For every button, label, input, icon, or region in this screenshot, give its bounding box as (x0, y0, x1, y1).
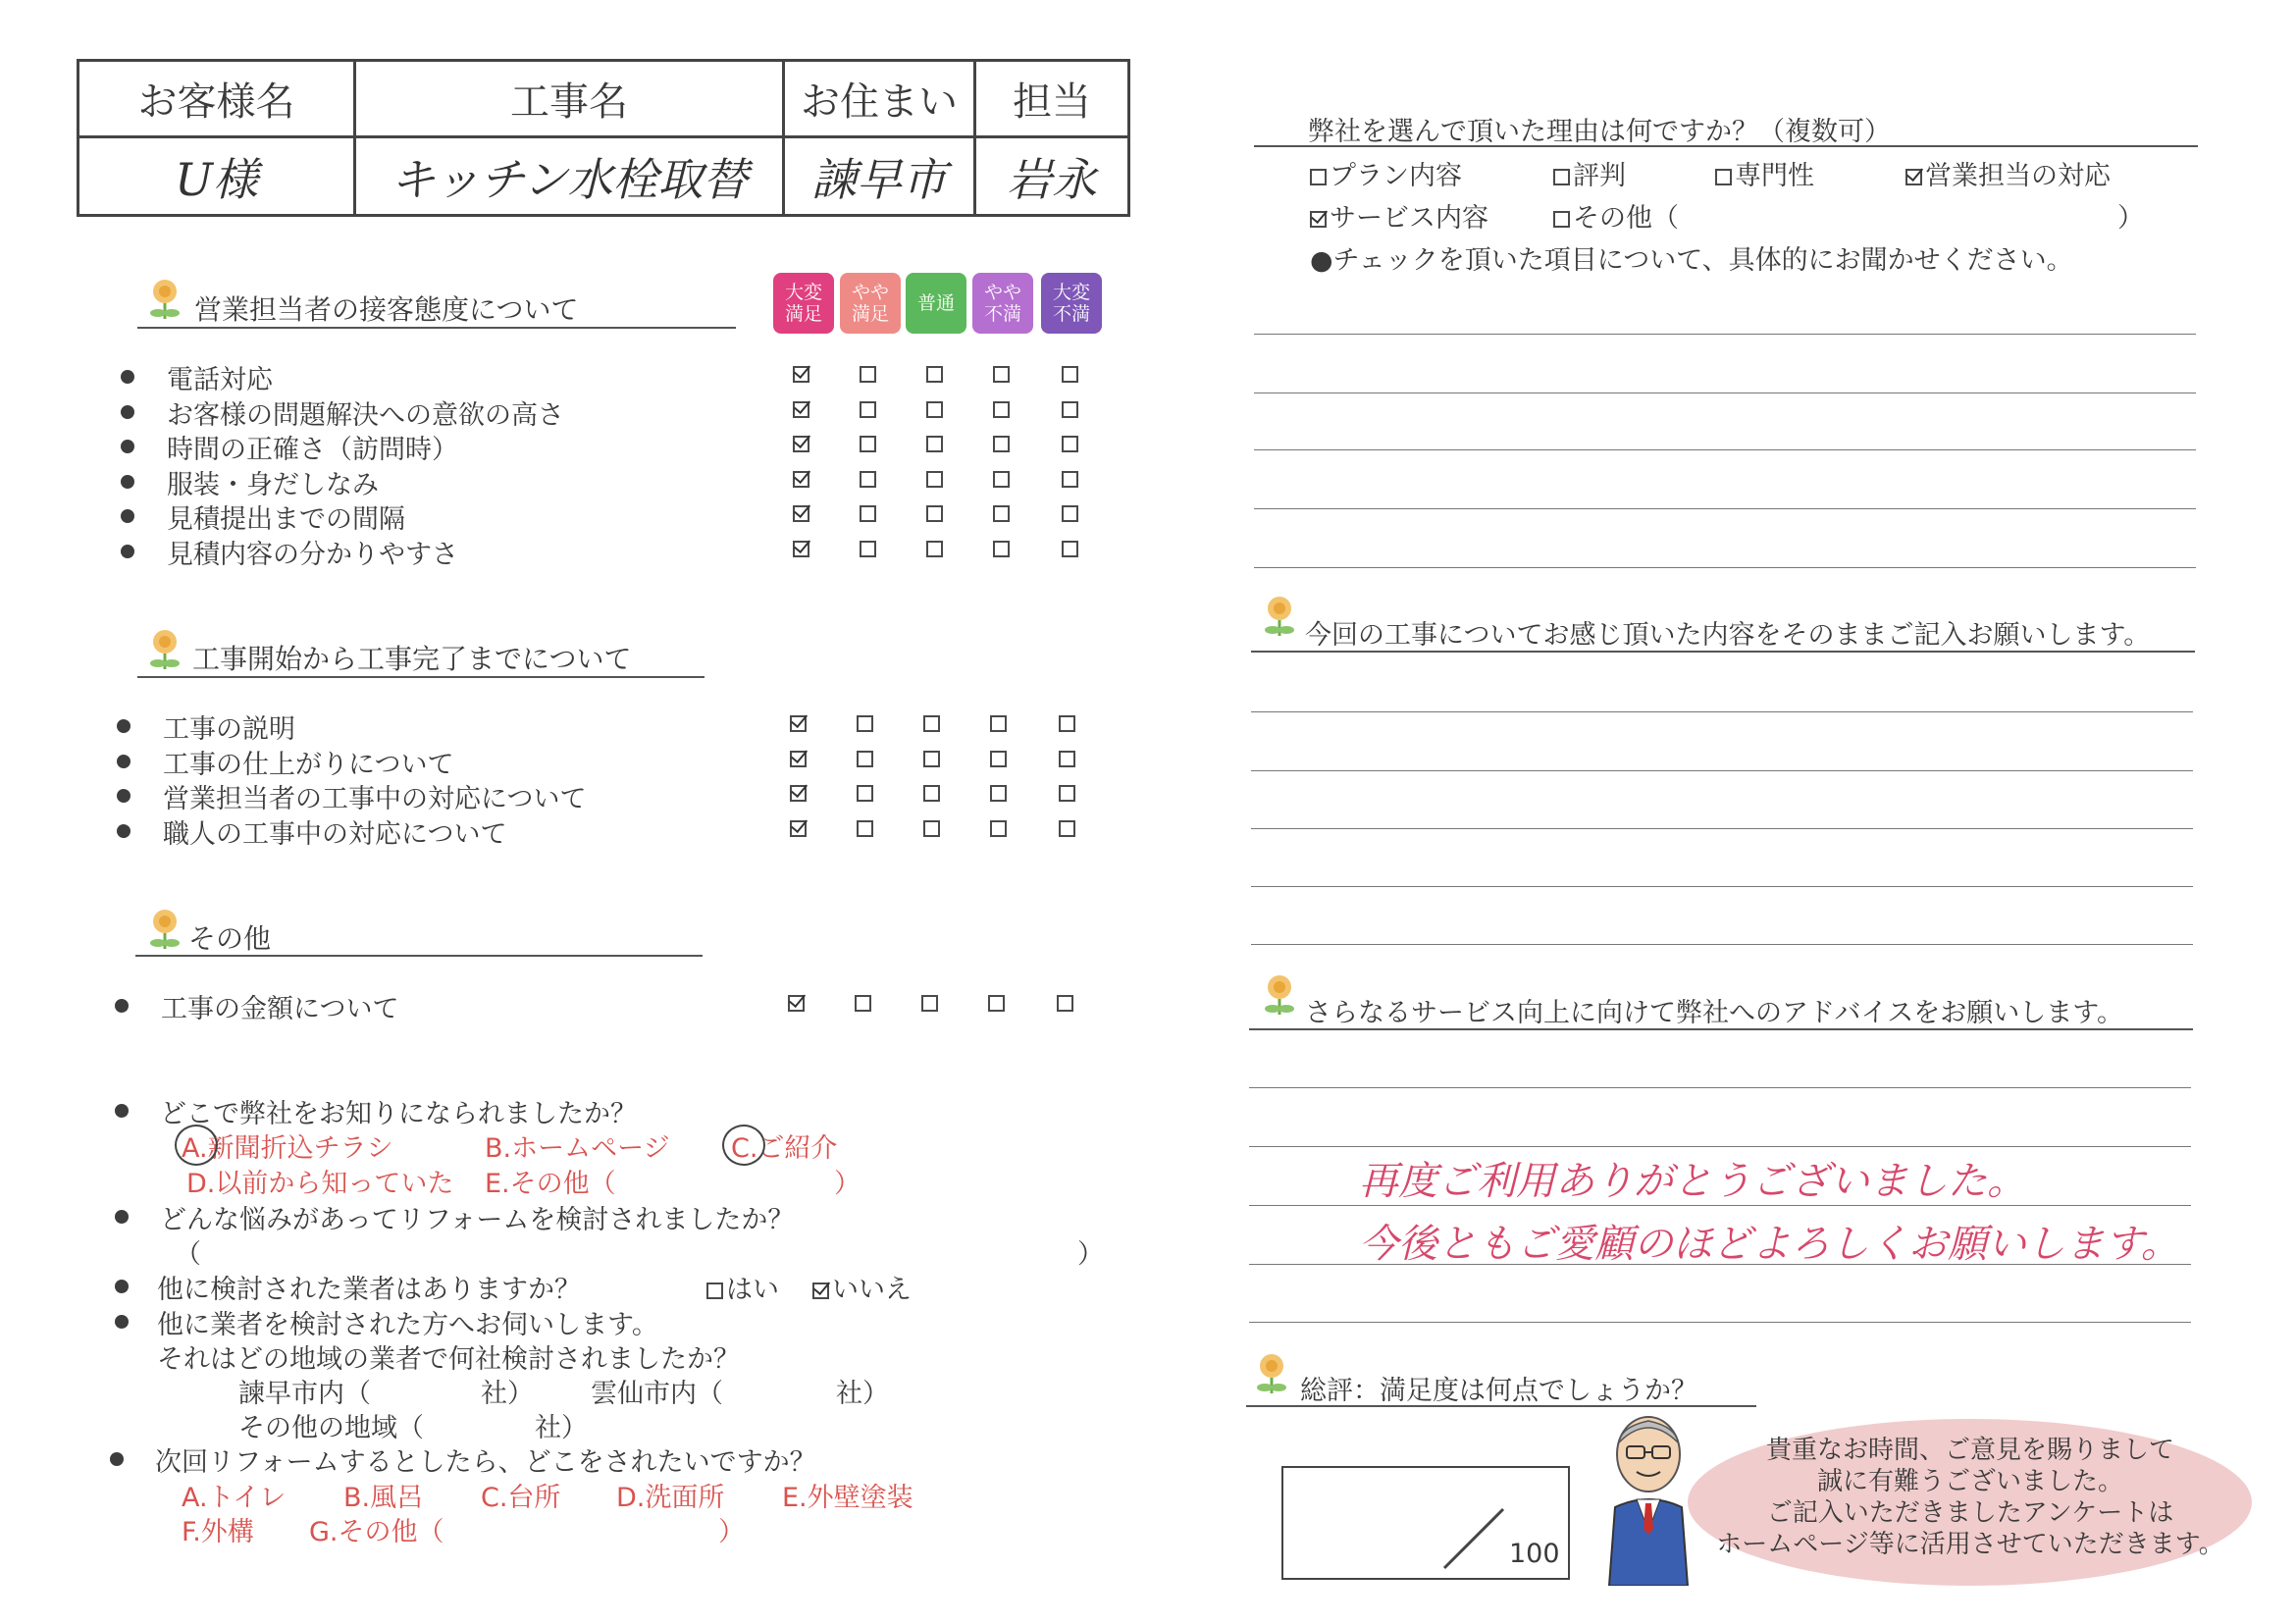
write-line (1249, 1146, 2191, 1147)
rating-checkbox[interactable] (793, 366, 809, 383)
rating-item-label: 職人の工事中の対応について (163, 818, 507, 850)
flower-icon (1254, 1352, 1289, 1395)
rating-checkbox[interactable] (860, 541, 876, 557)
rating-item-label: 工事の金額について (161, 994, 399, 1024)
q5-option-g-close: ） (718, 1517, 745, 1547)
rating-checkbox[interactable] (993, 436, 1010, 452)
rating-item-label: 時間の正確さ（訪問時） (167, 435, 458, 466)
rating-checkbox[interactable] (923, 715, 940, 732)
impression-title: 今回の工事についてお感じ頂いた内容をそのままご記入お願いします。 (1305, 620, 2151, 651)
rating-checkbox[interactable] (790, 751, 807, 767)
rating-checkbox[interactable] (793, 471, 809, 488)
rating-item-label: 見積内容の分かりやすさ (167, 540, 458, 570)
q1-option-e: E.その他（ (485, 1169, 616, 1199)
rating-checkbox[interactable] (860, 505, 876, 522)
section1-title: 営業担当者の接客態度について (194, 293, 579, 326)
rating-checkbox[interactable] (926, 505, 943, 522)
rating-checkbox[interactable] (860, 471, 876, 488)
rating-checkbox[interactable] (926, 366, 943, 383)
q5-text: 次回リフォームするとしたら、どこをされたいですか？ (155, 1447, 816, 1478)
mascot-illustration (1597, 1413, 1699, 1586)
rating-checkbox[interactable] (921, 995, 938, 1012)
bullet (115, 999, 129, 1013)
bullet (117, 824, 130, 838)
bullet (117, 719, 130, 733)
flower-icon (147, 278, 183, 321)
q3-text: 他に検討された業者はありますか？ (157, 1275, 581, 1305)
impression-underline (1251, 651, 2195, 653)
rating-checkbox[interactable] (1062, 505, 1078, 522)
rating-item-label: 工事の仕上がりについて (163, 749, 454, 780)
q4-area2-unit: 社） (836, 1379, 889, 1409)
bullet (121, 509, 134, 523)
q3-no[interactable]: いいえ (812, 1268, 912, 1306)
header-label-customer: お客様名 (78, 61, 355, 137)
rating-checkbox[interactable] (993, 366, 1010, 383)
rating-checkbox[interactable] (990, 785, 1007, 802)
q1-circle-mark (175, 1125, 218, 1166)
rating-checkbox[interactable] (1059, 715, 1075, 732)
q1-circle-mark (722, 1125, 765, 1166)
reason-reputation[interactable]: 評判 (1553, 154, 1626, 192)
rating-checkbox[interactable] (1059, 785, 1075, 802)
q4-area3: その他の地域（ (238, 1413, 424, 1443)
rating-item-label: 見積提出までの間隔 (167, 504, 405, 536)
rating-item-label: 電話対応 (167, 365, 273, 395)
bullet (115, 1315, 129, 1329)
q5-option-b: B.風呂 (343, 1483, 424, 1513)
rating-checkbox[interactable] (993, 541, 1010, 557)
bullet (110, 1452, 124, 1466)
rating-item-label: お客様の問題解決への意欲の高さ (167, 399, 564, 431)
advice-underline (1249, 1028, 2193, 1030)
q4-area3-unit: 社） (535, 1413, 588, 1443)
q2-open: （ (175, 1239, 201, 1270)
q1-option-a: A.新聞折込チラシ (182, 1133, 393, 1164)
q4-sub: それはどの地域の業者で何社検討されましたか？ (157, 1344, 740, 1375)
rating-badge: やや 満足 (840, 273, 901, 334)
rating-checkbox[interactable] (990, 715, 1007, 732)
write-line (1251, 886, 2193, 887)
reason-expertise-checkbox[interactable] (1715, 169, 1732, 185)
q5-option-c: C.台所 (481, 1483, 561, 1513)
reason-plan[interactable]: プラン内容 (1310, 154, 1462, 192)
reason-sales-response-checkbox[interactable] (1905, 169, 1922, 185)
section3-title: その他 (188, 922, 272, 955)
rating-checkbox[interactable] (860, 366, 876, 383)
rating-checkbox[interactable] (857, 785, 873, 802)
advice-handwritten-line1: 再度ご利用ありがとうございました。 (1359, 1159, 2026, 1204)
advice-title: さらなるサービス向上に向けて弊社へのアドバイスをお願いします。 (1305, 998, 2124, 1028)
detail-prompt: ●チェックを頂いた項目について、具体的にお聞かせください。 (1310, 245, 2073, 276)
rating-checkbox[interactable] (1062, 401, 1078, 418)
bullet (121, 475, 134, 489)
rating-checkbox[interactable] (923, 751, 940, 767)
write-line (1254, 449, 2196, 450)
rating-checkbox[interactable] (860, 436, 876, 452)
rating-checkbox[interactable] (793, 505, 809, 522)
q3-yes[interactable]: はい (706, 1268, 779, 1306)
write-line (1254, 508, 2196, 509)
q4-area1: 諫早市内（ (238, 1379, 371, 1409)
rating-badge: 大変 満足 (773, 273, 834, 334)
rating-checkbox[interactable] (990, 751, 1007, 767)
rating-checkbox[interactable] (988, 995, 1005, 1012)
reason-reputation-checkbox[interactable] (1553, 169, 1570, 185)
rating-item-label: 営業担当者の工事中の対応について (163, 784, 587, 815)
reason-expertise[interactable]: 専門性 (1715, 154, 1814, 192)
rating-checkbox[interactable] (857, 715, 873, 732)
section2-title: 工事開始から工事完了までについて (192, 643, 632, 675)
rating-checkbox[interactable] (857, 751, 873, 767)
rating-checkbox[interactable] (790, 785, 807, 802)
rating-checkbox[interactable] (793, 436, 809, 452)
rating-checkbox[interactable] (926, 401, 943, 418)
write-line (1249, 1087, 2191, 1088)
reason-other-close: ） (2117, 203, 2144, 234)
header-value-customer: U様 (78, 137, 355, 216)
q1-option-e-close: ） (834, 1169, 861, 1199)
rating-checkbox[interactable] (1057, 995, 1073, 1012)
bullet (121, 370, 134, 384)
rating-checkbox[interactable] (993, 505, 1010, 522)
q5-option-g: G.その他（ (309, 1517, 444, 1547)
rating-badge: やや 不満 (972, 273, 1033, 334)
header-value-address: 諫早市 (784, 137, 975, 216)
flower-icon (1262, 973, 1297, 1017)
score-max: 100 (1509, 1539, 1560, 1569)
header-label-project: 工事名 (355, 61, 784, 137)
flower-icon (1262, 595, 1297, 638)
rating-checkbox[interactable] (926, 471, 943, 488)
flower-icon (147, 908, 183, 951)
header-value-staff: 岩永 (975, 137, 1129, 216)
reason-underline (1254, 145, 2198, 147)
rating-checkbox[interactable] (1062, 366, 1078, 383)
reason-other[interactable]: その他（ (1553, 196, 1679, 235)
bullet (121, 545, 134, 558)
write-line (1251, 944, 2193, 945)
reason-service-checkbox[interactable] (1310, 211, 1327, 228)
thanks-message: 貴重なお時間、ご意見を賜りまして 誠に有難うございました。 ご記入いただきましたアンケートは ホームページ等に活用させていただきます。 (1716, 1436, 2224, 1559)
rating-checkbox[interactable] (860, 401, 876, 418)
q3-yes-checkbox[interactable] (706, 1283, 723, 1299)
rating-checkbox[interactable] (1062, 541, 1078, 557)
rating-badge: 普通 (906, 273, 966, 334)
reason-title: 弊社を選んで頂いた理由は何ですか？（複数可） (1308, 117, 1891, 147)
score-title: 総評：満足度は何点でしょうか？ (1300, 1376, 1697, 1406)
rating-checkbox[interactable] (993, 471, 1010, 488)
rating-checkbox[interactable] (793, 541, 809, 557)
rating-checkbox[interactable] (790, 820, 807, 837)
rating-checkbox[interactable] (790, 715, 807, 732)
write-line (1254, 567, 2196, 568)
q5-option-f: F.外構 (182, 1517, 254, 1547)
rating-checkbox[interactable] (923, 785, 940, 802)
rating-checkbox[interactable] (793, 401, 809, 418)
write-line (1251, 828, 2193, 829)
q1-option-b: B.ホームページ (485, 1133, 670, 1164)
bullet (115, 1210, 129, 1224)
rating-checkbox[interactable] (788, 995, 805, 1012)
bullet (115, 1280, 129, 1293)
reason-sales-response[interactable]: 営業担当の対応 (1905, 154, 2111, 192)
write-line (1251, 770, 2193, 771)
q1-option-d: D.以前から知っていた (186, 1169, 454, 1199)
customer-info-table (77, 59, 1130, 217)
q5-option-a: A.トイレ (182, 1483, 287, 1513)
rating-checkbox[interactable] (1059, 751, 1075, 767)
rating-checkbox[interactable] (857, 820, 873, 837)
write-line (1249, 1322, 2191, 1323)
section2-underline (137, 676, 704, 678)
q1-text: どこで弊社をお知りになられましたか？ (160, 1099, 637, 1129)
bullet (117, 789, 130, 803)
rating-checkbox[interactable] (993, 401, 1010, 418)
bullet (121, 440, 134, 453)
rating-checkbox[interactable] (1062, 471, 1078, 488)
q5-option-d: D.洗面所 (616, 1483, 725, 1513)
rating-checkbox[interactable] (1059, 820, 1075, 837)
rating-checkbox[interactable] (990, 820, 1007, 837)
rating-checkbox[interactable] (926, 541, 943, 557)
advice-handwritten-line2: 今後ともご愛顧のほどよろしくお願いします。 (1359, 1222, 2180, 1267)
rating-item-label: 服装・身だしなみ (167, 469, 379, 500)
write-line (1254, 334, 2196, 335)
q2-text: どんな悩みがあってリフォームを検討されましたか？ (160, 1205, 795, 1235)
reason-service[interactable]: サービス内容 (1310, 196, 1488, 235)
rating-item-label: 工事の説明 (163, 714, 295, 745)
q3-no-checkbox[interactable] (812, 1283, 829, 1299)
rating-checkbox[interactable] (1062, 436, 1078, 452)
bullet (115, 1104, 129, 1118)
q4-area2: 雲仙市内（ (591, 1379, 723, 1409)
score-slash (1438, 1505, 1507, 1574)
header-label-staff: 担当 (975, 61, 1129, 137)
q5-option-e: E.外壁塗装 (782, 1483, 913, 1513)
section3-underline (135, 955, 703, 957)
reason-other-checkbox[interactable] (1553, 211, 1570, 228)
rating-checkbox[interactable] (923, 820, 940, 837)
rating-badge: 大変 不満 (1041, 273, 1102, 334)
q1-option-c: C.ご紹介 (731, 1133, 838, 1164)
header-value-project: キッチン水栓取替 (355, 137, 784, 216)
q4-area1-unit: 社） (481, 1379, 534, 1409)
rating-checkbox[interactable] (855, 995, 871, 1012)
score-box[interactable] (1281, 1466, 1570, 1580)
write-line (1251, 711, 2193, 712)
header-label-address: お住まい (784, 61, 975, 137)
section1-underline (137, 327, 736, 329)
bullet (121, 405, 134, 419)
rating-checkbox[interactable] (926, 436, 943, 452)
q2-close: ） (1077, 1239, 1104, 1270)
score-underline (1246, 1405, 1756, 1407)
q4-text: 他に業者を検討された方へお伺いします。 (157, 1310, 658, 1340)
flower-icon (147, 628, 183, 671)
reason-plan-checkbox[interactable] (1310, 169, 1327, 185)
bullet (117, 755, 130, 768)
